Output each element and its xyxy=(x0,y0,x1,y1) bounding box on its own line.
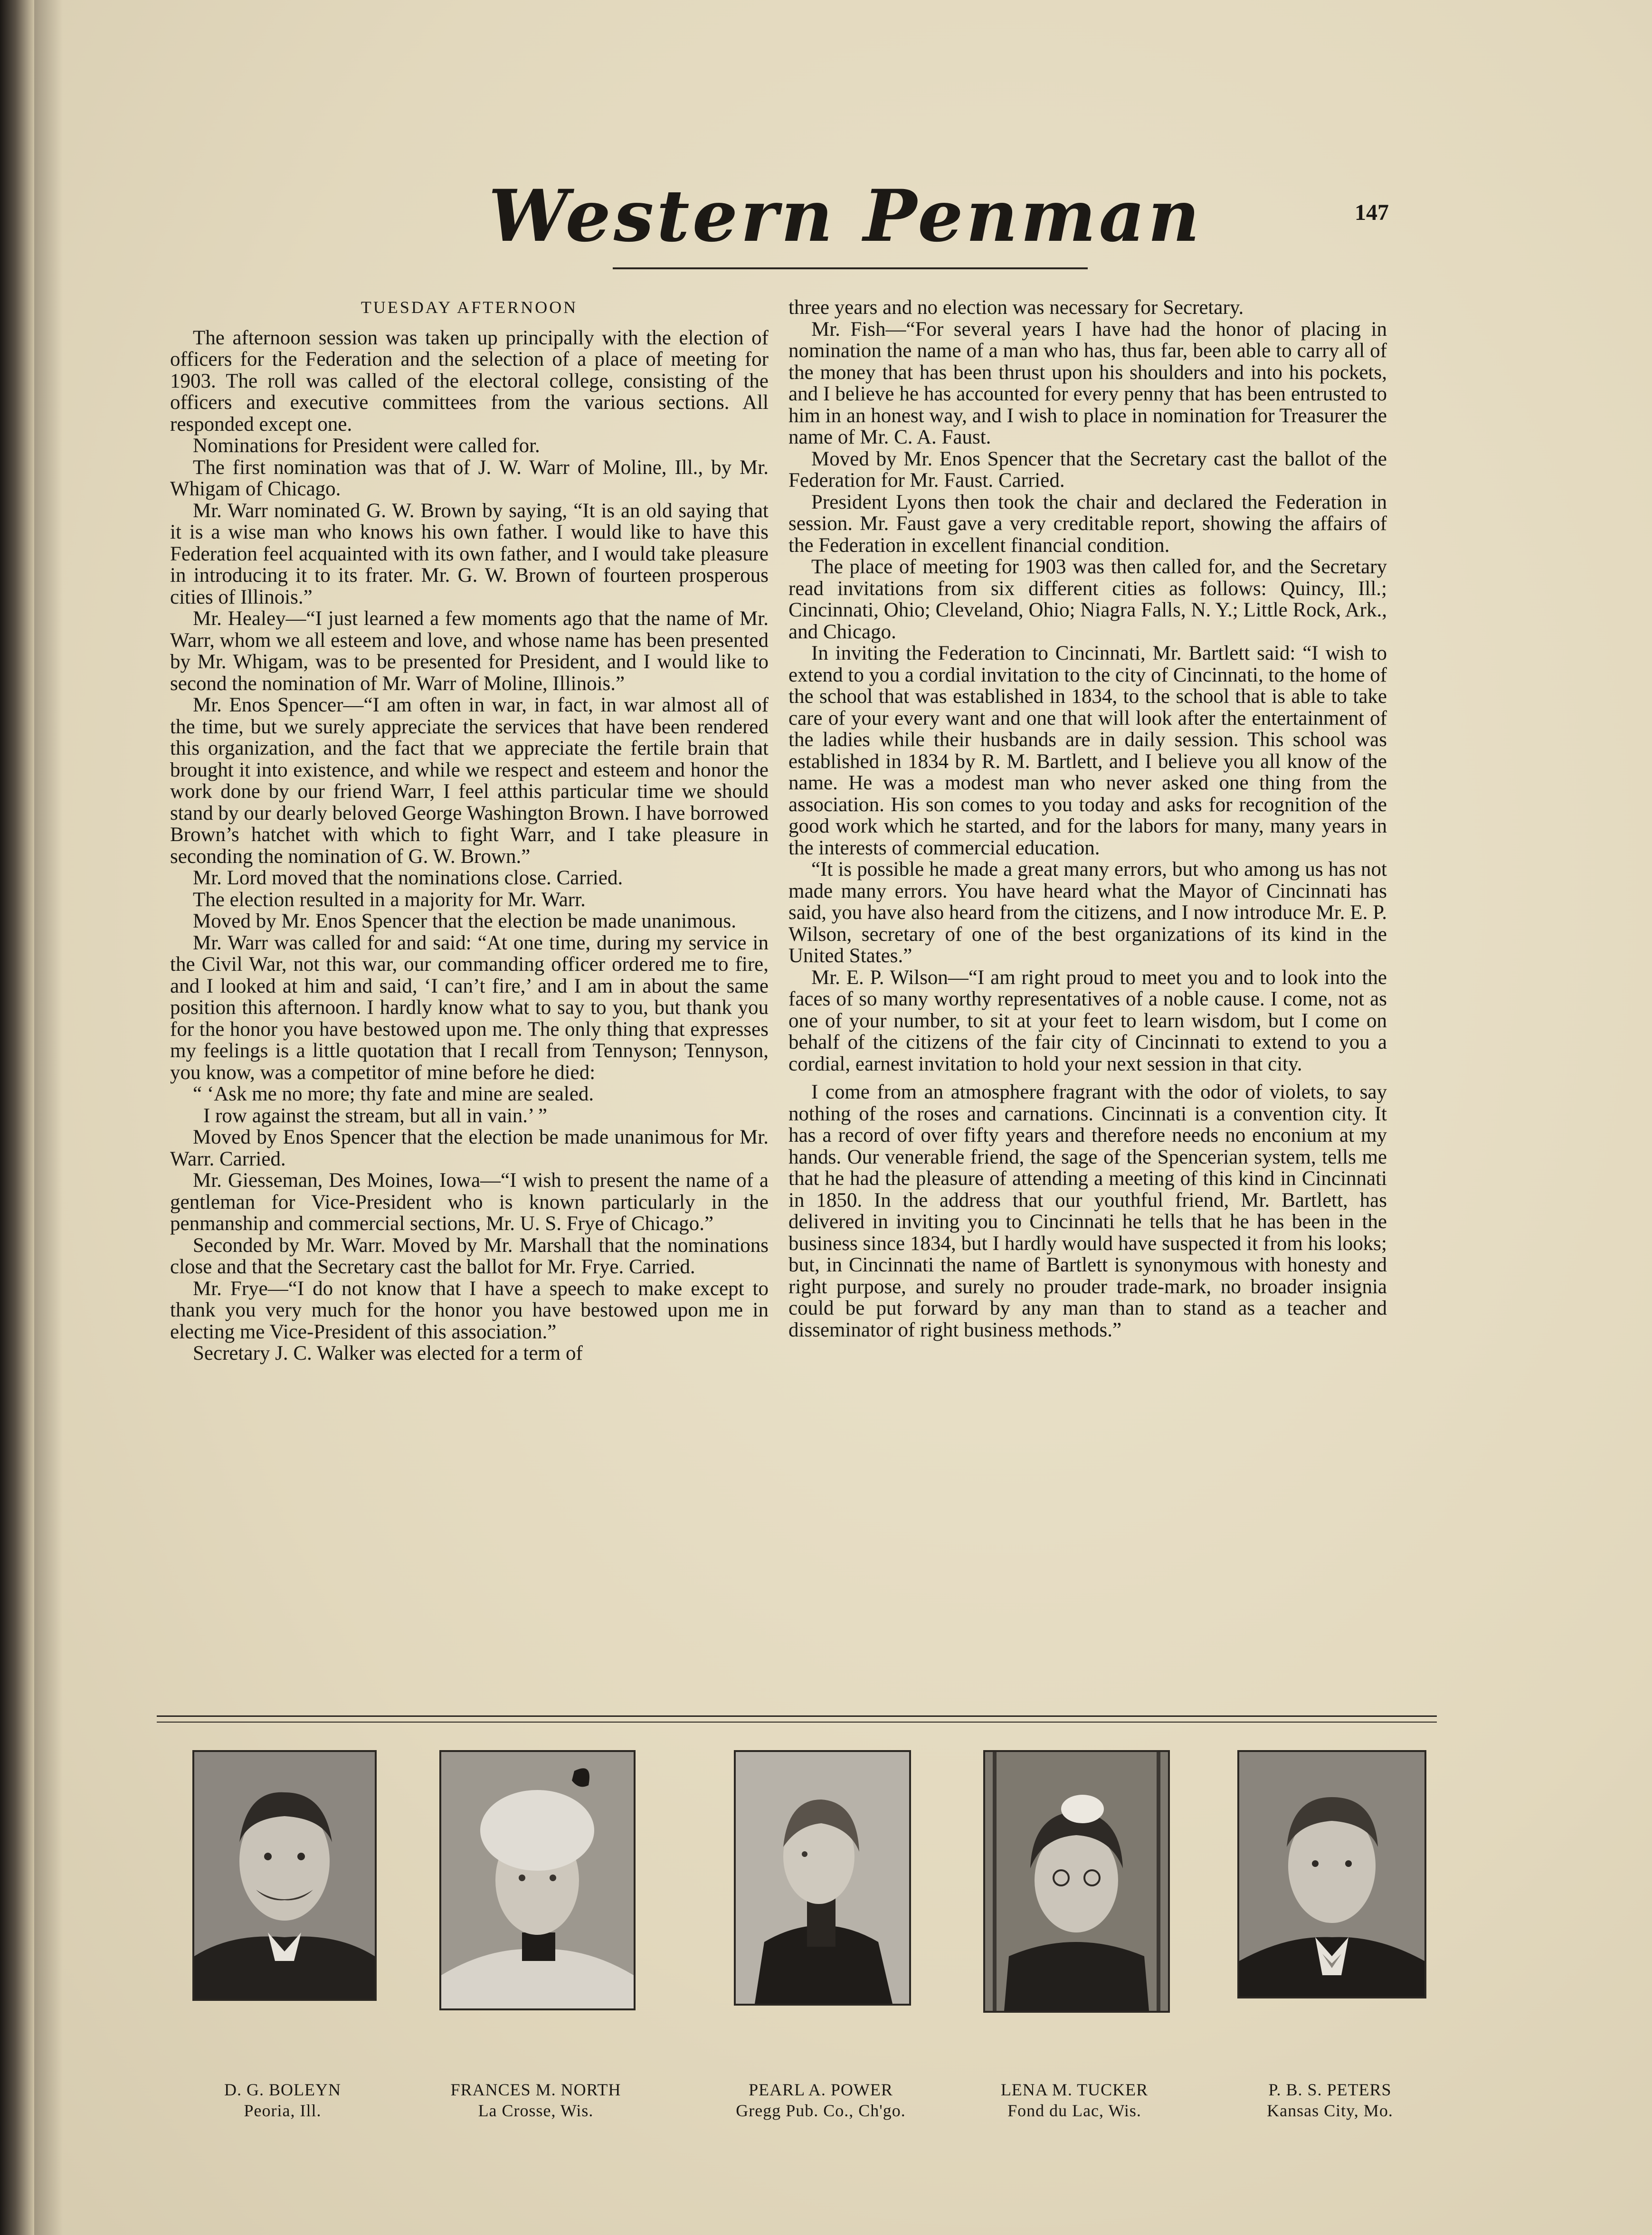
portrait-tucker xyxy=(983,1750,1170,2013)
paragraph: Mr. Healey—“I just learned a few moments ago that the name of Mr. Warr, whom we all esteem and love, and whose name has been presented by Mr. Whigam, was to be presented for President, and I would like to second the nomination of Mr. Warr of Moline, Illinois.” xyxy=(170,607,769,695)
verse-line: “ ‘Ask me no more; thy fate and mine are sealed. xyxy=(193,1083,594,1105)
book-spine xyxy=(0,0,34,2235)
portrait-name: PEARL A. POWER xyxy=(749,2080,893,2099)
paragraph: The election resulted in a majority for Mr. Warr. xyxy=(193,888,586,911)
paragraph: “It is possible he made a great many errors, but who among us has not made many errors. You have heard what the Mayor of Cincinnati has said, you have also heard from the citizens, and I now introduce Mr. E. P. Wilson, secretary of one of the best organizations of its kind in the United States.” xyxy=(788,858,1387,967)
portrait-image xyxy=(985,1752,1168,2011)
masthead xyxy=(442,169,1249,287)
paragraph: Mr. Giesseman, Des Moines, Iowa—“I wish to present the name of a gentleman for Vice-President who is known particularly in the penmanship and commercial sections, Mr. U. S. Frye of Chicago.” xyxy=(170,1169,769,1235)
portrait-peters xyxy=(1237,1750,1426,1998)
verse-line: I row against the stream, but all in vain.’ ” xyxy=(203,1104,548,1127)
portrait-image xyxy=(194,1752,375,1999)
portrait-place: Fond du Lac, Wis. xyxy=(1007,2101,1141,2120)
portrait-image xyxy=(1239,1752,1424,1997)
paragraph: Mr. Fish—“For several years I have had the honor of placing in nomination the name of a man who has, thus far, been able to carry all of the money that has been thrust upon his shoulders and into his pockets, and I believe he has accounted for every penny that has been entrusted to him in an honest way, and I wish to place in nomination for Treasurer the name of Mr. C. A. Faust. xyxy=(788,318,1387,448)
portrait-caption xyxy=(716,2079,925,2121)
paragraph: Moved by Mr. Enos Spencer that the Secretary cast the ballot of the Federation for Mr. Faust. Carried. xyxy=(788,447,1387,492)
paragraph: Mr. Frye—“I do not know that I have a speech to make except to thank you very much for the honor you have bestowed upon me in electing me Vice-President of this association.” xyxy=(170,1277,769,1343)
section-divider xyxy=(157,1715,1437,1723)
portrait-place: La Crosse, Wis. xyxy=(478,2101,594,2120)
portrait-power xyxy=(734,1750,911,2006)
portrait-name: FRANCES M. NORTH xyxy=(450,2080,621,2099)
paragraph: Nominations for President were called for. xyxy=(193,435,540,457)
paragraph: The first nomination was that of J. W. Warr of Moline, Ill., by Mr. Whigam of Chicago. xyxy=(170,456,769,500)
portrait-caption xyxy=(431,2079,640,2121)
paragraph: In inviting the Federation to Cincinnati, Mr. Bartlett said: “I wish to extend to you a cordial invitation to the city of Cincinnati, to the home of the school that was established in 1834, to the school that is able to take care of your every want and one that will look after the entertainment of the ladies while their husbands are in daily session. This school was established in 1834 by R. M. Bartlett, and I believe you all know of the name. He was a modest man who never asked one thing from the association. His son comes to you today and asks for recognition of the good work which he started, and for the labors for many, many years in the interests of commercial education. xyxy=(788,642,1387,859)
paragraph: The place of meeting for 1903 was then called for, and the Secretary read invitations from six different cities as follows: Quincy, Ill.; Cincinnati, Ohio; Cleveland, Ohio; Niagra Falls, N. Y.; Little Rock, Ark., and Chicago. xyxy=(788,556,1387,643)
paragraph: Mr. Enos Spencer—“I am often in war, in fact, in war almost all of the time, but we surely appreciate the services that have been rendered this organization, and the fact that we appreciate the fertile brain that brought it into existence, and while we respect and esteem and honor the work done by our friend Warr, I feel atthis particular time we should stand by our dearly beloved George Washington Brown. I have borrowed Brown’s hatchet with which to fight Warr, and I take pleasure in seconding the nomination of G. W. Brown.” xyxy=(170,694,769,868)
paragraph: The afternoon session was taken up principally with the election of officers for the Federation and the selection of a place of meeting for 1903. The roll was called of the electoral college, consisting of the officers and executive committees from the various sections. All responded except one. xyxy=(170,326,769,436)
paragraph: Mr. Lord moved that the nominations close. Carried. xyxy=(193,867,623,889)
paragraph: Mr. E. P. Wilson—“I am right proud to meet you and to look into the faces of so many worthy representatives of a noble cause. I come, not as one of your number, to sit at your feet to learn wisdom, but I come on behalf of the citizens of the fair city of Cincinnati to extend to you a cordial, earnest invitation to hold your next session in that city. xyxy=(788,966,1387,1075)
right-column xyxy=(788,297,1387,1341)
portrait-caption xyxy=(178,2079,387,2121)
left-column xyxy=(170,297,769,1364)
portrait-caption xyxy=(970,2079,1179,2121)
paragraph: Mr. Warr nominated G. W. Brown by saying, “It is an old saying that it is a wise man who knows his own father. I would like to have this Federation feel acquainted with its own father, and I would take pleasure in introducing it to its frater. Mr. G. W. Brown of fourteen prosperous cities of Illinois.” xyxy=(170,499,769,608)
portrait-north xyxy=(439,1750,636,2010)
paragraph: I come from an atmosphere fragrant with the odor of violets, to say nothing of the roses and carnations. Cincinnati is a convention city. It has a record of over fifty years and therefore needs no enconium at my hands. Our venerable friend, the sage of the Spencerian system, tells me that he had the pleasure of attending a meeting of this kind in Cincinnati in 1850. In the address that our youthful friend, Mr. Bartlett, has delivered in inviting you to Cincinnati he tells that he has been in the business since 1834, but I hardly would have suspected it from his looks; but, in Cincinnati the name of Bartlett is synonymous with honesty and right purpose, and surely no prouder trade-mark, no broader insignia could be put forward by any man than to stand as a teacher and disseminator of right business methods.” xyxy=(788,1081,1387,1341)
portrait-name: LENA M. TUCKER xyxy=(1000,2080,1149,2099)
paragraph: President Lyons then took the chair and declared the Federation in session. Mr. Faust gave a very creditable report, showing the affairs of the Federation in excellent financial condition. xyxy=(788,491,1387,557)
portrait-place: Peoria, Ill. xyxy=(244,2101,322,2120)
paragraph: Seconded by Mr. Warr. Moved by Mr. Marshall that the nominations close and that the Secretary cast the ballot for Mr. Frye. Carried. xyxy=(170,1234,769,1278)
paragraph: Secretary J. C. Walker was elected for a term of xyxy=(193,1342,583,1364)
masthead-title: Western Penman xyxy=(488,174,1203,258)
portrait-name: P. B. S. PETERS xyxy=(1268,2080,1392,2099)
portrait-caption xyxy=(1225,2079,1434,2121)
paragraph: Moved by Mr. Enos Spencer that the election be made unanimous. xyxy=(193,910,737,932)
portrait-place: Gregg Pub. Co., Ch'go. xyxy=(736,2101,906,2120)
portrait-image xyxy=(736,1752,909,2004)
masthead-flourish-rule xyxy=(613,267,1088,269)
portrait-image xyxy=(441,1752,634,2008)
portrait-boleyn xyxy=(192,1750,377,2001)
paragraph: three years and no election was necessary for Secretary. xyxy=(788,296,1244,319)
portrait-name: D. G. BOLEYN xyxy=(224,2080,341,2099)
page-number: 147 xyxy=(1355,200,1389,225)
paragraph: Moved by Enos Spencer that the election be made unanimous for Mr. Warr. Carried. xyxy=(170,1126,769,1170)
gutter-shadow xyxy=(34,0,63,2235)
paragraph: Mr. Warr was called for and said: “At one time, during my service in the Civil War, not this war, our commanding officer ordered me to fire, and I looked at him and said, ‘I can’t fire,’ and I am in about the same position this afternoon. I hardly know what to say to you, but thank you for the honor you have bestowed upon me. The only thing that expresses my feelings is a little quotation that I recall from Tennyson; Tennyson, you know, was a competitor of mine before he died: xyxy=(170,931,769,1084)
section-heading: TUESDAY AFTERNOON xyxy=(361,298,578,317)
portrait-place: Kansas City, Mo. xyxy=(1267,2101,1393,2120)
